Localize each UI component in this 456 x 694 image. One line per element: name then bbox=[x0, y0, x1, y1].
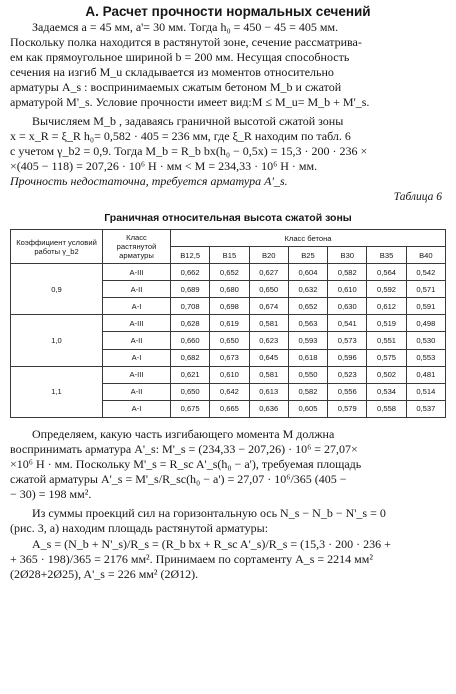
concrete-class-header: B40 bbox=[406, 247, 445, 264]
xi-value-cell: 0,650 bbox=[249, 281, 288, 298]
xi-value-cell: 0,682 bbox=[171, 349, 210, 366]
text-line: Задаемся a = 45 мм, a'= 30 мм. Тогда h₀ = 450 − 45 = 405 мм. bbox=[32, 20, 339, 34]
table-row bbox=[11, 366, 446, 383]
reinforcement-class-cell: A-I bbox=[103, 400, 171, 417]
xi-value-cell: 0,645 bbox=[249, 349, 288, 366]
xi-value-cell: 0,571 bbox=[406, 281, 445, 298]
text-line: Из суммы проекций сил на горизонтальную ось N_s − N_b − N'_s = 0 bbox=[32, 506, 386, 521]
text-line: ×(405 − 118) = 207,26 · 10⁶ Н · мм < M = 234,33 · 10⁶ Н · мм. bbox=[10, 158, 318, 173]
xi-value-cell: 0,650 bbox=[171, 383, 210, 400]
xi-value-cell: 0,665 bbox=[210, 400, 249, 417]
xi-value-cell: 0,623 bbox=[249, 332, 288, 349]
xi-value-cell: 0,632 bbox=[288, 281, 327, 298]
table-row bbox=[11, 315, 446, 332]
paragraph-intro bbox=[10, 20, 446, 111]
xi-value-cell: 0,652 bbox=[288, 298, 327, 315]
xi-value-cell: 0,498 bbox=[406, 315, 445, 332]
xi-value-cell: 0,613 bbox=[249, 383, 288, 400]
xi-value-cell: 0,610 bbox=[328, 281, 367, 298]
concrete-class-header: B12,5 bbox=[171, 247, 210, 264]
column-header-reinforcement-class: Класс растянутой арматуры bbox=[103, 230, 171, 264]
section-heading: А. Расчет прочности нормальных сечений bbox=[85, 4, 371, 19]
xi-value-cell: 0,582 bbox=[288, 383, 327, 400]
reinforcement-class-cell: A-II bbox=[103, 383, 171, 400]
xi-value-cell: 0,556 bbox=[328, 383, 367, 400]
xi-value-cell: 0,581 bbox=[249, 366, 288, 383]
xi-value-cell: 0,558 bbox=[367, 400, 406, 417]
xi-value-cell: 0,689 bbox=[171, 281, 210, 298]
reinforcement-class-cell: A-III bbox=[103, 366, 171, 383]
text-line: + 365 · 198)/365 = 2176 мм². Принимаем по сортаменту A_s = 2214 мм² bbox=[10, 551, 373, 566]
table-body bbox=[11, 264, 446, 418]
table-row bbox=[11, 264, 446, 281]
text-line: Определяем, какую часть изгибающего момента M должна bbox=[32, 426, 335, 441]
text-line: сжатой арматуры A'_s = M'_s/R_sc(h₀ − a') = 27,07 · 10⁶/365 (405 − bbox=[10, 472, 347, 487]
table-title: Граничная относительная высота сжатой зоны bbox=[104, 212, 352, 225]
xi-value-cell: 0,481 bbox=[406, 366, 445, 383]
xi-value-cell: 0,628 bbox=[171, 315, 210, 332]
xi-value-cell: 0,618 bbox=[288, 349, 327, 366]
concrete-class-header: B20 bbox=[249, 247, 288, 264]
xi-value-cell: 0,551 bbox=[367, 332, 406, 349]
xi-value-cell: 0,652 bbox=[210, 264, 249, 281]
xi-value-cell: 0,542 bbox=[406, 264, 445, 281]
text-line: воспринимать арматура A'_s: M'_s = (234,33 − 207,26) · 10⁶ = 27,07× bbox=[10, 441, 358, 456]
xi-value-cell: 0,550 bbox=[288, 366, 327, 383]
xi-value-cell: 0,530 bbox=[406, 332, 445, 349]
reinforcement-class-cell: A-I bbox=[103, 298, 171, 315]
xi-value-cell: 0,523 bbox=[328, 366, 367, 383]
reinforcement-class-cell: A-I bbox=[103, 349, 171, 366]
xi-value-cell: 0,564 bbox=[367, 264, 406, 281]
paragraph-tension-reinforcement bbox=[10, 506, 446, 581]
text-line: Поскольку полка находится в растянутой зоне, сечение рассматрива- bbox=[10, 35, 362, 50]
xi-value-cell: 0,593 bbox=[288, 332, 327, 349]
text-line: − 30) = 198 мм². bbox=[10, 487, 92, 502]
xi-value-cell: 0,541 bbox=[328, 315, 367, 332]
xi-value-cell: 0,627 bbox=[249, 264, 288, 281]
xi-value-cell: 0,610 bbox=[210, 366, 249, 383]
xi-value-cell: 0,660 bbox=[171, 332, 210, 349]
text-line: (рис. 3, а) находим площадь растянутой арматуры: bbox=[10, 521, 269, 536]
xi-r-table bbox=[10, 229, 446, 418]
xi-value-cell: 0,581 bbox=[249, 315, 288, 332]
xi-value-cell: 0,619 bbox=[210, 315, 249, 332]
xi-value-cell: 0,675 bbox=[171, 400, 210, 417]
xi-value-cell: 0,621 bbox=[171, 366, 210, 383]
text-line: арматурой M'_s. Условие прочности имеет вид:M ≤ M_u= M_b + M'_s. bbox=[10, 95, 370, 110]
concrete-class-header: B35 bbox=[367, 247, 406, 264]
conclusion-line: Прочность недостаточна, требуется арматура A'_s. bbox=[10, 173, 288, 188]
xi-value-cell: 0,698 bbox=[210, 298, 249, 315]
column-header-coefficient: Коэффициент условий работы γ_b2 bbox=[11, 230, 103, 264]
xi-value-cell: 0,575 bbox=[367, 349, 406, 366]
text-line: x = x_R = ξ_R h₀= 0,582 · 405 = 236 мм, где ξ_R находим по табл. 6 bbox=[10, 128, 351, 143]
xi-value-cell: 0,553 bbox=[406, 349, 445, 366]
xi-value-cell: 0,674 bbox=[249, 298, 288, 315]
xi-value-cell: 0,650 bbox=[210, 332, 249, 349]
reinforcement-class-cell: A-II bbox=[103, 281, 171, 298]
xi-value-cell: 0,642 bbox=[210, 383, 249, 400]
xi-value-cell: 0,582 bbox=[328, 264, 367, 281]
text-line: (2Ø28+2Ø25), A'_s = 226 мм² (2Ø12). bbox=[10, 566, 199, 581]
coefficient-cell: 1,1 bbox=[11, 366, 103, 417]
table-number: Таблица 6 bbox=[393, 191, 442, 204]
text-line: Вычисляем M_b , задаваясь граничной высотой сжатой зоны bbox=[32, 113, 344, 128]
xi-value-cell: 0,534 bbox=[367, 383, 406, 400]
xi-value-cell: 0,519 bbox=[367, 315, 406, 332]
xi-value-cell: 0,596 bbox=[328, 349, 367, 366]
reinforcement-class-cell: A-II bbox=[103, 332, 171, 349]
xi-value-cell: 0,592 bbox=[367, 281, 406, 298]
concrete-class-header: B25 bbox=[288, 247, 327, 264]
xi-value-cell: 0,612 bbox=[367, 298, 406, 315]
xi-value-cell: 0,673 bbox=[210, 349, 249, 366]
xi-value-cell: 0,604 bbox=[288, 264, 327, 281]
xi-value-cell: 0,662 bbox=[171, 264, 210, 281]
text-line: арматуры A_s : воспринимаемых сжатым бетоном M_b и сжатой bbox=[10, 80, 342, 95]
coefficient-cell: 0,9 bbox=[11, 264, 103, 315]
xi-value-cell: 0,502 bbox=[367, 366, 406, 383]
concrete-class-header: B30 bbox=[328, 247, 367, 264]
xi-value-cell: 0,573 bbox=[328, 332, 367, 349]
xi-value-cell: 0,680 bbox=[210, 281, 249, 298]
coefficient-cell: 1,0 bbox=[11, 315, 103, 366]
xi-value-cell: 0,605 bbox=[288, 400, 327, 417]
reinforcement-class-cell: A-III bbox=[103, 315, 171, 332]
xi-value-cell: 0,591 bbox=[406, 298, 445, 315]
text-line: сечения на изгиб M_u складывается из моментов относительно bbox=[10, 65, 334, 80]
paragraph-compressed-reinforcement bbox=[10, 427, 446, 502]
reinforcement-class-cell: A-III bbox=[103, 264, 171, 281]
xi-value-cell: 0,563 bbox=[288, 315, 327, 332]
text-line: ×10⁶ Н · мм. Поскольку M'_s = R_sc A'_s(h₀ − a'), требуемая площадь bbox=[10, 457, 362, 472]
xi-value-cell: 0,537 bbox=[406, 400, 445, 417]
column-header-concrete-class: Класс бетона bbox=[171, 230, 446, 247]
xi-value-cell: 0,708 bbox=[171, 298, 210, 315]
xi-value-cell: 0,630 bbox=[328, 298, 367, 315]
concrete-class-header: B15 bbox=[210, 247, 249, 264]
paragraph-calc-mb bbox=[10, 114, 446, 189]
xi-value-cell: 0,514 bbox=[406, 383, 445, 400]
text-line: A_s = (N_b + N'_s)/R_s = (R_b bx + R_sc A'_s)/R_s = (15,3 · 200 · 236 + bbox=[32, 536, 391, 551]
xi-value-cell: 0,579 bbox=[328, 400, 367, 417]
xi-value-cell: 0,636 bbox=[249, 400, 288, 417]
text-line: с учетом γ_b2 = 0,9. Тогда M_b = R_b bx(h₀ − 0,5x) = 15,3 · 200 · 236 × bbox=[10, 143, 368, 158]
text-line: ем как прямоугольное шириной b = 200 мм. Несущая способность bbox=[10, 50, 350, 65]
